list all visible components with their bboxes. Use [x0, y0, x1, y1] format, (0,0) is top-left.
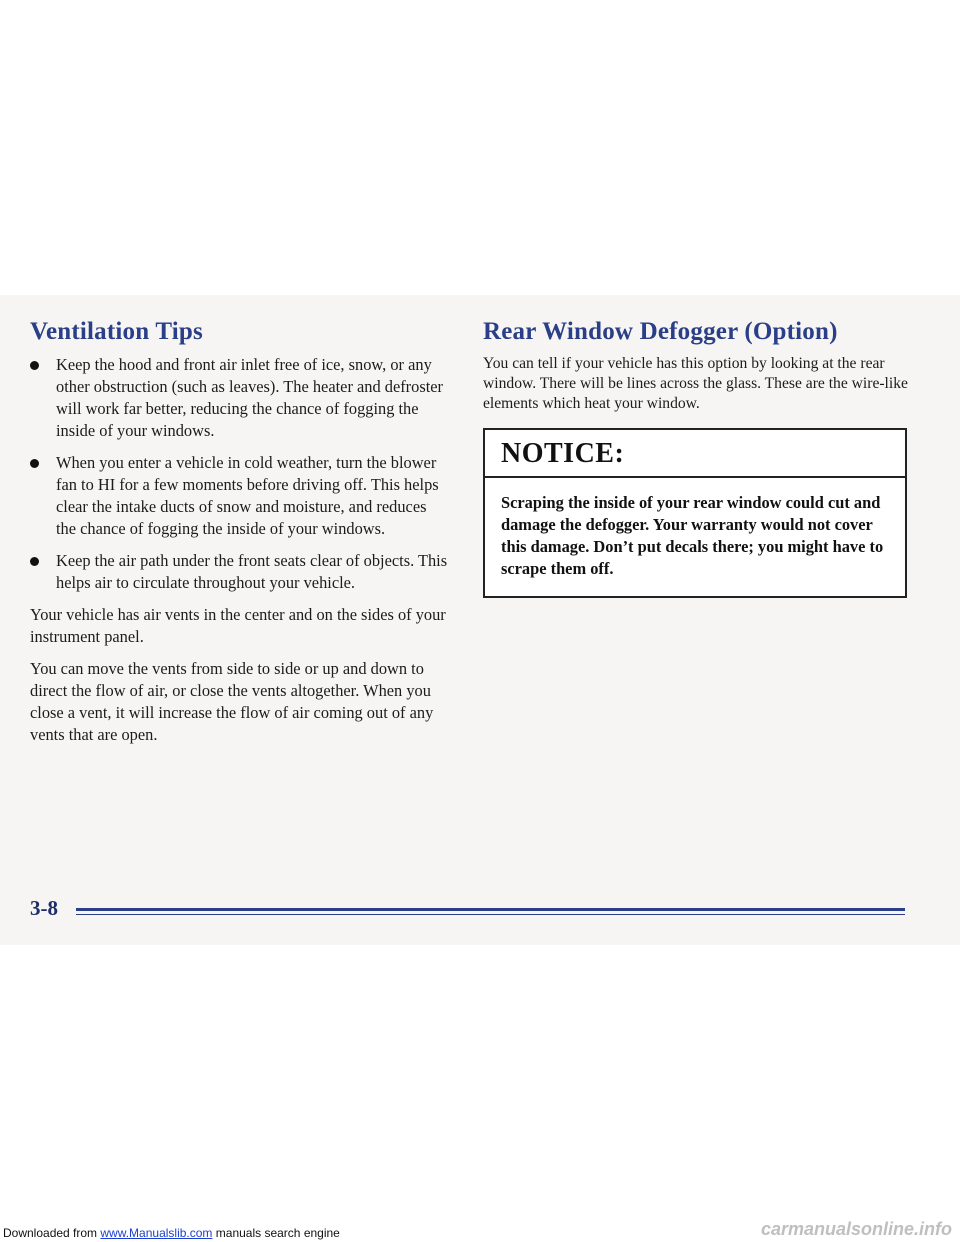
- notice-box: [483, 428, 907, 598]
- ventilation-tips-list: [30, 354, 450, 594]
- notice-body: Scraping the inside of your rear window could cut and damage the defogger. Your warranty would not cover this damage. Don’t put decals there; you might have to scrape them off.: [501, 493, 884, 578]
- download-prefix: Downloaded from: [3, 1226, 101, 1240]
- list-item: [30, 452, 450, 540]
- watermark: carmanualsonline.info: [760, 1219, 952, 1239]
- bullet-icon: [30, 361, 39, 370]
- list-item: [30, 550, 450, 594]
- defogger-paragraph: You can tell if your vehicle has this option by looking at the rear window. There will be lines across the glass. These are the wire-like elements which heat your window.: [483, 355, 908, 412]
- download-source-line: [3, 1226, 340, 1240]
- list-item-text: Keep the air path under the front seats clear of objects. This helps air to circulate throughout your vehicle.: [56, 551, 448, 592]
- footer-rule-thin: [76, 914, 905, 915]
- bullet-icon: [30, 459, 39, 468]
- footer-rule: [76, 908, 905, 911]
- download-suffix: manuals search engine: [212, 1226, 340, 1240]
- ventilation-tips-section: [30, 318, 450, 756]
- air-vents-paragraph: Your vehicle has air vents in the center and on the sides of your instrument panel.: [30, 605, 446, 646]
- rear-window-defogger-section: [483, 318, 923, 598]
- page-number: 3-8: [30, 896, 58, 920]
- list-item-text: When you enter a vehicle in cold weather, turn the blower fan to HI for a few moments before driving off. This helps clear the intake ducts of snow and moisture, and reduces the chance of fogging the inside of your windows.: [56, 453, 439, 538]
- bullet-icon: [30, 557, 39, 566]
- manualslib-link[interactable]: www.Manualslib.com: [100, 1226, 213, 1240]
- rear-window-defogger-heading: Rear Window Defogger (Option): [483, 318, 838, 345]
- notice-title: NOTICE:: [485, 430, 905, 478]
- list-item: [30, 354, 450, 442]
- list-item-text: Keep the hood and front air inlet free of ice, snow, or any other obstruction (such as leaves). The heater and defroster will work far better, reducing the chance of fogging the inside of your windows.: [56, 355, 444, 440]
- vent-direction-paragraph: You can move the vents from side to side or up and down to direct the flow of air, or close the vents altogether. When you close a vent, it will increase the flow of air coming out of any vents that are open.: [30, 659, 434, 744]
- ventilation-tips-heading: Ventilation Tips: [30, 318, 203, 345]
- page-footer: [30, 896, 905, 921]
